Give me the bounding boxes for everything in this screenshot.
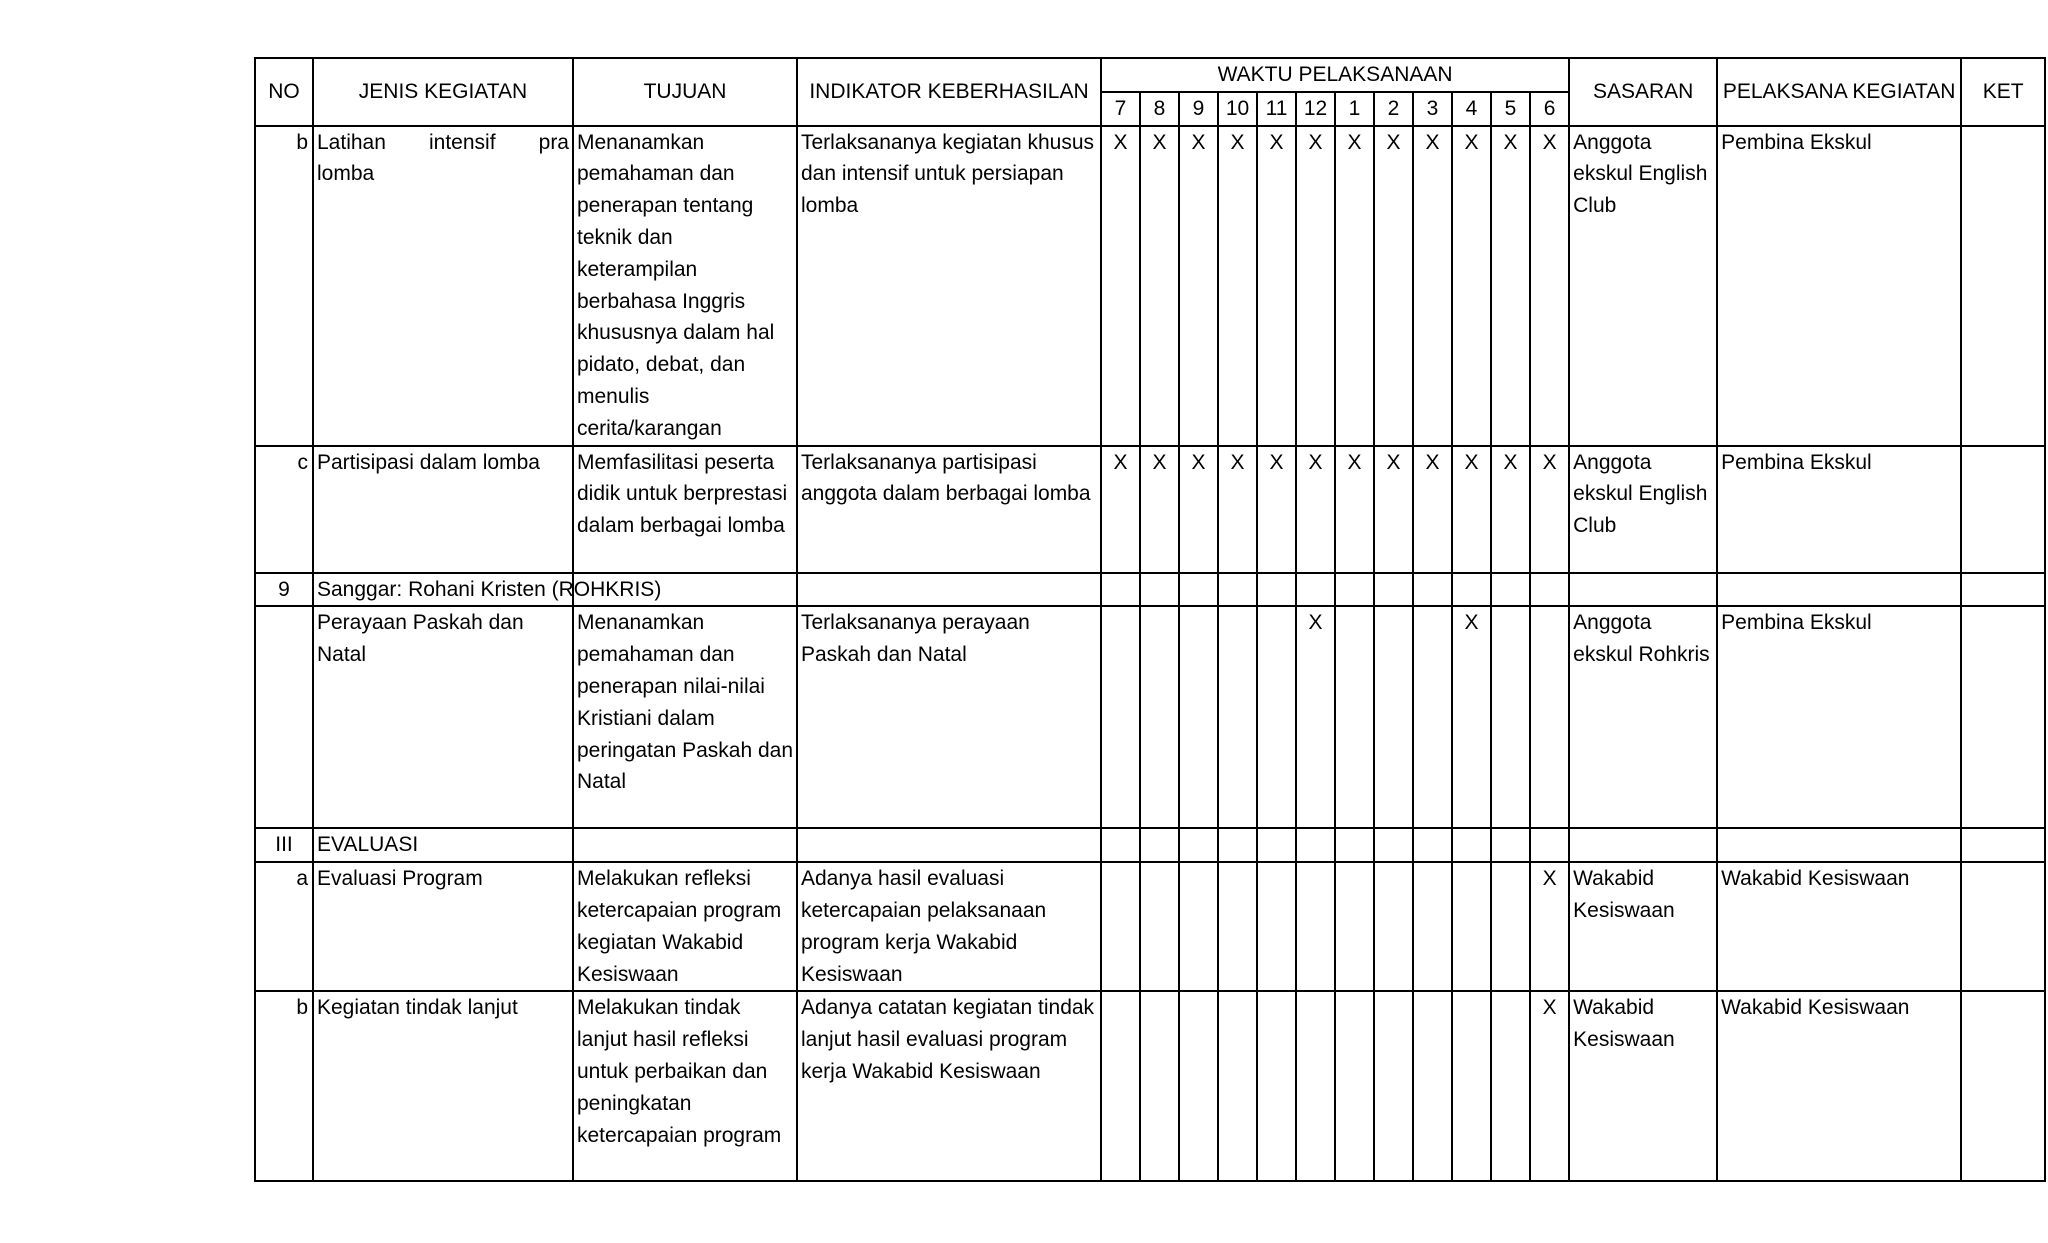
jenis-kegiatan-cell: Kegiatan tindak lanjut bbox=[313, 991, 573, 1181]
tujuan-cell: Menanamkan pemahaman dan penerapan nilai-nilai Kristiani dalam peringatan Paskah dan Natal bbox=[573, 606, 797, 828]
section-empty-cell bbox=[797, 573, 1101, 607]
section-row bbox=[255, 573, 2045, 607]
section-empty-cell bbox=[1374, 828, 1413, 862]
month-mark-cell: X bbox=[1179, 126, 1218, 446]
month-mark-cell: X bbox=[1452, 446, 1491, 573]
month-mark-cell bbox=[1179, 991, 1218, 1181]
month-mark-cell bbox=[1101, 991, 1140, 1181]
month-mark-cell bbox=[1452, 862, 1491, 991]
month-mark-cell: X bbox=[1218, 126, 1257, 446]
jenis-kegiatan-cell bbox=[313, 126, 573, 446]
month-header-cell: 7 bbox=[1101, 92, 1140, 126]
section-empty-cell bbox=[1179, 828, 1218, 862]
month-mark-cell: X bbox=[1101, 446, 1140, 573]
month-mark-cell bbox=[1374, 862, 1413, 991]
pelaksana-cell: Wakabid Kesiswaan bbox=[1717, 862, 1961, 991]
month-mark-cell: X bbox=[1140, 126, 1179, 446]
header-no: NO bbox=[255, 58, 313, 126]
row-number: a bbox=[255, 862, 313, 991]
table-row bbox=[255, 606, 2045, 828]
month-mark-cell: X bbox=[1101, 126, 1140, 446]
section-empty-cell bbox=[1218, 828, 1257, 862]
jenis-kegiatan-cell: Perayaan Paskah dan Natal bbox=[313, 606, 573, 828]
section-empty-cell bbox=[1140, 828, 1179, 862]
month-mark-cell: X bbox=[1491, 126, 1530, 446]
month-mark-cell: X bbox=[1374, 126, 1413, 446]
month-mark-cell: X bbox=[1452, 126, 1491, 446]
month-mark-cell bbox=[1179, 862, 1218, 991]
tujuan-cell: Melakukan tindak lanjut hasil refleksi untuk perbaikan dan peningkatan ketercapaian program bbox=[573, 991, 797, 1181]
section-empty-cell bbox=[1296, 573, 1335, 607]
header-waktu-pelaksanaan: WAKTU PELAKSANAAN bbox=[1101, 58, 1569, 92]
section-empty-cell bbox=[1569, 573, 1717, 607]
month-mark-cell bbox=[1140, 606, 1179, 828]
month-mark-cell: X bbox=[1296, 446, 1335, 573]
section-empty-cell bbox=[1491, 573, 1530, 607]
jenis-kegiatan-cell: Partisipasi dalam lomba bbox=[313, 446, 573, 573]
section-empty-cell bbox=[1296, 828, 1335, 862]
section-empty-cell bbox=[1452, 828, 1491, 862]
section-title: Sanggar: Rohani Kristen (ROHKRIS) bbox=[313, 573, 573, 607]
month-mark-cell bbox=[1413, 991, 1452, 1181]
table-row bbox=[255, 446, 2045, 573]
section-empty-cell bbox=[1717, 828, 1961, 862]
month-header-cell: 2 bbox=[1374, 92, 1413, 126]
pelaksana-cell: Pembina Ekskul bbox=[1717, 446, 1961, 573]
month-mark-cell bbox=[1218, 606, 1257, 828]
indikator-cell: Terlaksananya kegiatan khusus dan intensif untuk persiapan lomba bbox=[797, 126, 1101, 446]
month-mark-cell: X bbox=[1335, 126, 1374, 446]
month-mark-cell bbox=[1257, 606, 1296, 828]
month-mark-cell bbox=[1413, 606, 1452, 828]
program-table bbox=[254, 57, 2046, 1182]
section-empty-cell bbox=[1101, 573, 1140, 607]
section-empty-cell bbox=[1335, 573, 1374, 607]
month-mark-cell bbox=[1491, 606, 1530, 828]
month-mark-cell bbox=[1179, 606, 1218, 828]
section-empty-cell bbox=[1569, 828, 1717, 862]
ket-cell bbox=[1961, 606, 2045, 828]
month-mark-cell bbox=[1218, 991, 1257, 1181]
section-empty-cell bbox=[1179, 573, 1218, 607]
month-mark-cell: X bbox=[1530, 126, 1569, 446]
section-number: III bbox=[255, 828, 313, 862]
table-row bbox=[255, 991, 2045, 1181]
month-mark-cell bbox=[1140, 862, 1179, 991]
tujuan-cell: Memfasilitasi peserta didik untuk berprestasi dalam berbagai lomba bbox=[573, 446, 797, 573]
row-number: c bbox=[255, 446, 313, 573]
table-row bbox=[255, 126, 2045, 446]
indikator-cell: Terlaksananya partisipasi anggota dalam berbagai lomba bbox=[797, 446, 1101, 573]
header-tujuan: TUJUAN bbox=[573, 58, 797, 126]
sasaran-cell: Wakabid Kesiswaan bbox=[1569, 991, 1717, 1181]
section-empty-cell bbox=[1218, 573, 1257, 607]
row-number: b bbox=[255, 126, 313, 446]
pelaksana-cell: Wakabid Kesiswaan bbox=[1717, 991, 1961, 1181]
section-empty-cell bbox=[1961, 828, 2045, 862]
indikator-cell: Terlaksananya perayaan Paskah dan Natal bbox=[797, 606, 1101, 828]
section-empty-cell bbox=[1961, 573, 2045, 607]
row-number bbox=[255, 606, 313, 828]
month-mark-cell: X bbox=[1218, 446, 1257, 573]
month-mark-cell: X bbox=[1530, 446, 1569, 573]
header-jenis-kegiatan: JENIS KEGIATAN bbox=[313, 58, 573, 126]
section-empty-cell bbox=[797, 828, 1101, 862]
section-empty-cell bbox=[573, 828, 797, 862]
month-mark-cell bbox=[1491, 862, 1530, 991]
month-mark-cell bbox=[1413, 862, 1452, 991]
month-mark-cell bbox=[1491, 991, 1530, 1181]
month-mark-cell bbox=[1374, 606, 1413, 828]
month-mark-cell bbox=[1101, 606, 1140, 828]
month-mark-cell: X bbox=[1335, 446, 1374, 573]
jenis-kegiatan-line: lomba bbox=[317, 162, 375, 186]
month-mark-cell bbox=[1140, 991, 1179, 1181]
month-mark-cell: X bbox=[1413, 446, 1452, 573]
month-mark-cell: X bbox=[1296, 126, 1335, 446]
month-mark-cell: X bbox=[1257, 446, 1296, 573]
section-empty-cell bbox=[1413, 573, 1452, 607]
tujuan-cell: Melakukan refleksi ketercapaian program kegiatan Wakabid Kesiswaan bbox=[573, 862, 797, 991]
header-ket: KET bbox=[1961, 58, 2045, 126]
month-header-cell: 12 bbox=[1296, 92, 1335, 126]
jenis-kegiatan-cell: Evaluasi Program bbox=[313, 862, 573, 991]
month-header-cell: 4 bbox=[1452, 92, 1491, 126]
month-mark-cell bbox=[1296, 862, 1335, 991]
month-mark-cell: X bbox=[1140, 446, 1179, 573]
month-mark-cell bbox=[1374, 991, 1413, 1181]
month-mark-cell bbox=[1530, 606, 1569, 828]
month-mark-cell bbox=[1296, 991, 1335, 1181]
section-empty-cell bbox=[1530, 828, 1569, 862]
section-empty-cell bbox=[1101, 828, 1140, 862]
month-header-cell: 5 bbox=[1491, 92, 1530, 126]
ket-cell bbox=[1961, 991, 2045, 1181]
sasaran-cell: Anggota ekskul Rohkris bbox=[1569, 606, 1717, 828]
month-mark-cell bbox=[1257, 862, 1296, 991]
month-header-cell: 6 bbox=[1530, 92, 1569, 126]
tujuan-cell: Menanamkan pemahaman dan penerapan tentang teknik dan keterampilan berbahasa Inggris khususnya dalam hal pidato, debat, dan menulis cerita/karangan bbox=[573, 126, 797, 446]
month-mark-cell bbox=[1101, 862, 1140, 991]
section-empty-cell bbox=[1140, 573, 1179, 607]
indikator-cell: Adanya catatan kegiatan tindak lanjut hasil evaluasi program kerja Wakabid Kesiswaan bbox=[797, 991, 1101, 1181]
month-mark-cell: X bbox=[1491, 446, 1530, 573]
header-indikator: INDIKATOR KEBERHASILAN bbox=[797, 58, 1101, 126]
month-mark-cell: X bbox=[1179, 446, 1218, 573]
month-header-cell: 11 bbox=[1257, 92, 1296, 126]
month-header-cell: 9 bbox=[1179, 92, 1218, 126]
month-mark-cell bbox=[1218, 862, 1257, 991]
month-header-cell: 10 bbox=[1218, 92, 1257, 126]
table-row bbox=[255, 862, 2045, 991]
month-mark-cell: X bbox=[1296, 606, 1335, 828]
sasaran-cell: Wakabid Kesiswaan bbox=[1569, 862, 1717, 991]
section-empty-cell bbox=[1530, 573, 1569, 607]
sasaran-cell: Anggota ekskul English Club bbox=[1569, 446, 1717, 573]
section-empty-cell bbox=[1257, 828, 1296, 862]
section-empty-cell bbox=[1335, 828, 1374, 862]
ket-cell bbox=[1961, 862, 2045, 991]
section-row bbox=[255, 828, 2045, 862]
section-number: 9 bbox=[255, 573, 313, 607]
month-mark-cell bbox=[1335, 606, 1374, 828]
month-mark-cell bbox=[1452, 991, 1491, 1181]
section-empty-cell bbox=[1491, 828, 1530, 862]
pelaksana-cell: Pembina Ekskul bbox=[1717, 126, 1961, 446]
header-sasaran: SASARAN bbox=[1569, 58, 1717, 126]
month-header-cell: 3 bbox=[1413, 92, 1452, 126]
row-number: b bbox=[255, 991, 313, 1181]
jenis-kegiatan-line: Latihan intensif pra bbox=[317, 130, 569, 154]
month-mark-cell: X bbox=[1257, 126, 1296, 446]
pelaksana-cell: Pembina Ekskul bbox=[1717, 606, 1961, 828]
month-mark-cell bbox=[1257, 991, 1296, 1181]
section-title: EVALUASI bbox=[313, 828, 573, 862]
month-mark-cell: X bbox=[1413, 126, 1452, 446]
section-empty-cell bbox=[1257, 573, 1296, 607]
month-header-cell: 1 bbox=[1335, 92, 1374, 126]
section-empty-cell bbox=[1413, 828, 1452, 862]
ket-cell bbox=[1961, 446, 2045, 573]
month-header-cell: 8 bbox=[1140, 92, 1179, 126]
header-pelaksana: PELAKSANA KEGIATAN bbox=[1717, 58, 1961, 126]
section-empty-cell bbox=[1717, 573, 1961, 607]
month-mark-cell: X bbox=[1374, 446, 1413, 573]
section-empty-cell bbox=[1452, 573, 1491, 607]
month-mark-cell: X bbox=[1530, 991, 1569, 1181]
month-mark-cell: X bbox=[1452, 606, 1491, 828]
section-empty-cell bbox=[1374, 573, 1413, 607]
table-body bbox=[255, 126, 2045, 1182]
indikator-cell: Adanya hasil evaluasi ketercapaian pelaksanaan program kerja Wakabid Kesiswaan bbox=[797, 862, 1101, 991]
month-mark-cell: X bbox=[1530, 862, 1569, 991]
month-mark-cell bbox=[1335, 862, 1374, 991]
month-mark-cell bbox=[1335, 991, 1374, 1181]
ket-cell bbox=[1961, 126, 2045, 446]
sasaran-cell: Anggota ekskul English Club bbox=[1569, 126, 1717, 446]
